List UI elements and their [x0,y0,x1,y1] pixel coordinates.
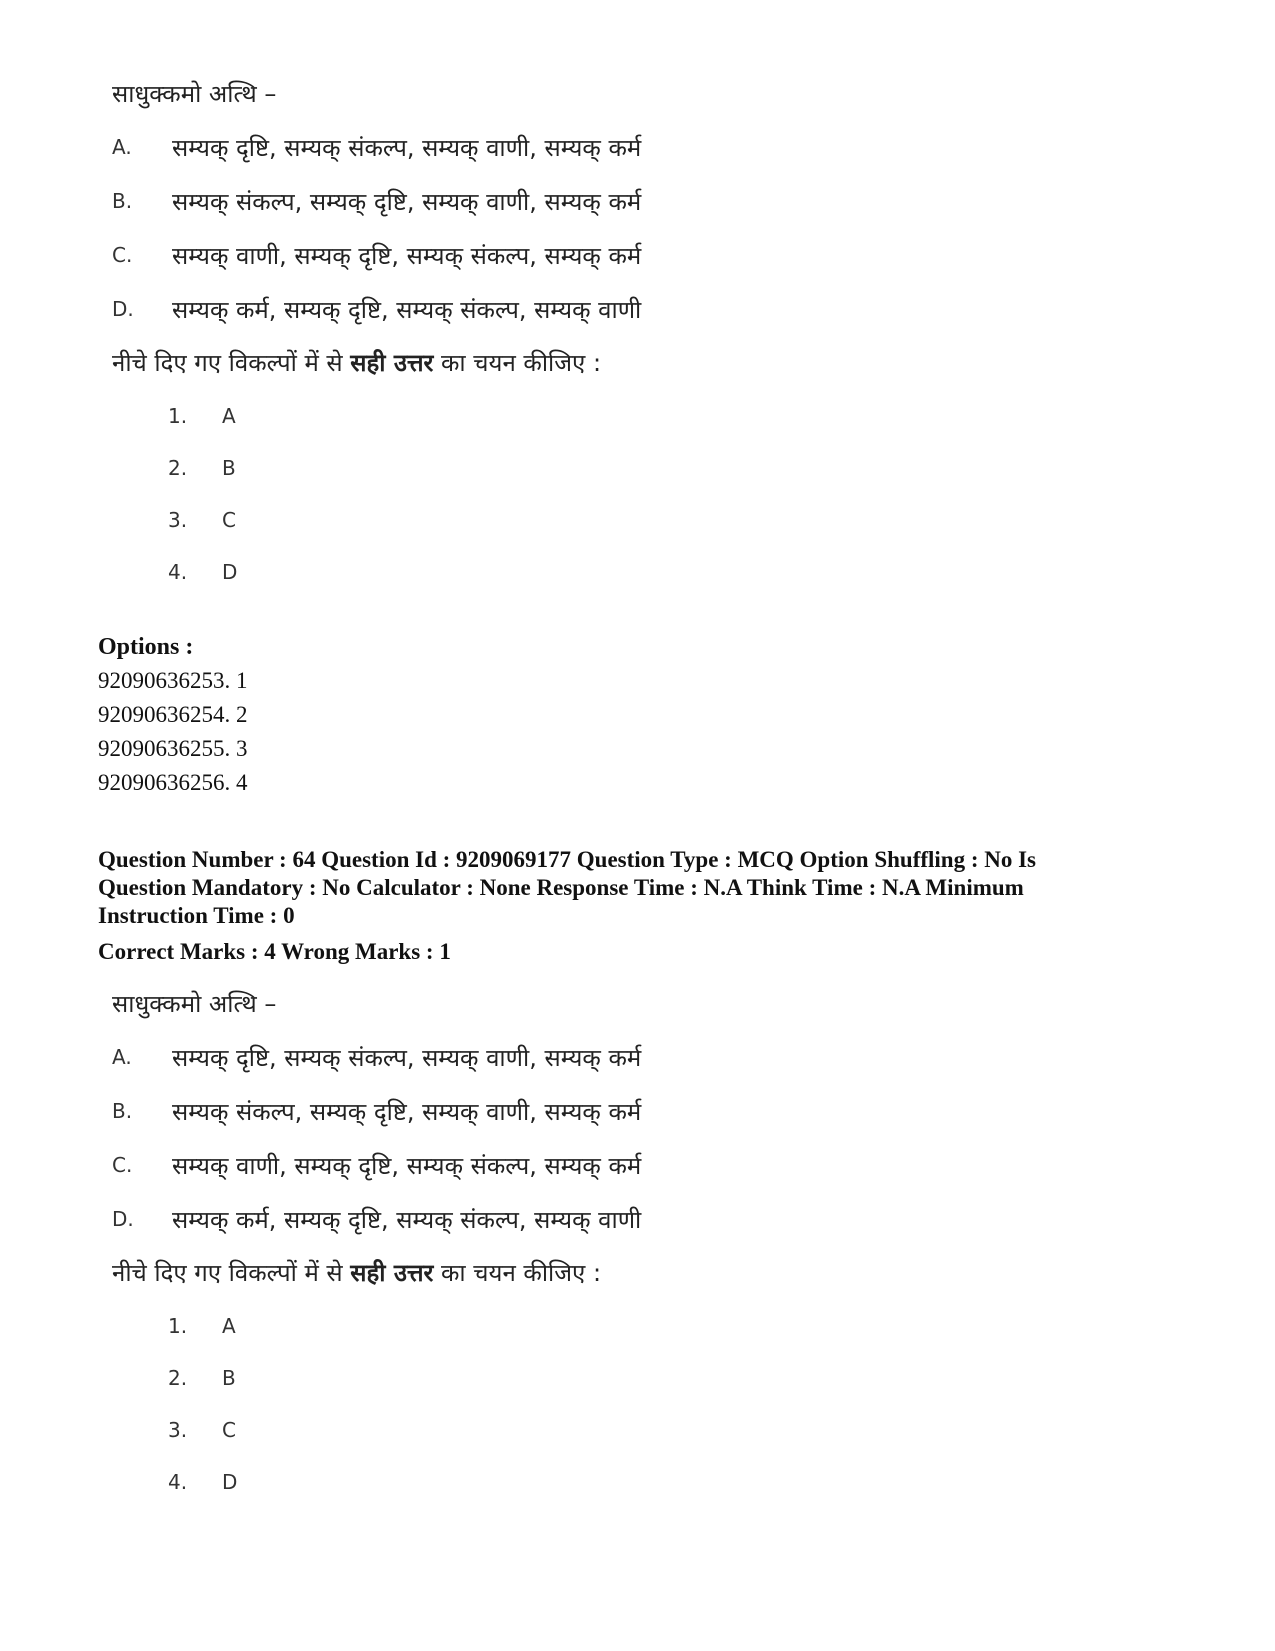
choice-label: D [222,560,238,584]
meta-line: Question Mandatory : No Calculator : None Response Time : N.A Think Time : N.A Minimum [98,875,1024,900]
option-id-line: 92090636255. 3 [98,736,248,761]
question-stem: साधुक्कमो अत्थि – [112,80,277,108]
choice-number: 4. [168,1470,188,1494]
choice-label: D [222,1470,238,1494]
prompt-emphasis: सही उत्तर [350,349,434,377]
choice-label: A [222,1314,236,1338]
question-image-2 [112,978,812,1508]
answer-choice [168,1456,812,1508]
choice-number: 2. [168,1366,188,1390]
option-text: सम्यक् कर्म, सम्यक् दृष्टि, सम्यक् संकल्प, सम्यक् वाणी [172,1205,642,1234]
prompt-text: नीचे दिए गए विकल्पों में से [112,349,351,377]
option-text: सम्यक् वाणी, सम्यक् दृष्टि, सम्यक् संकल्प, सम्यक् कर्म [172,1151,642,1180]
answer-choices [112,390,812,598]
option-letter: D. [112,297,134,321]
statement-option-a [112,1030,812,1084]
choice-number: 3. [168,1418,188,1442]
answer-choice [168,1300,812,1352]
option-text: सम्यक् संकल्प, सम्यक् दृष्टि, सम्यक् वाणी, सम्यक् कर्म [172,1097,642,1126]
prompt-emphasis: सही उत्तर [350,1259,434,1287]
options-block [98,630,1188,800]
option-text: सम्यक् दृष्टि, सम्यक् संकल्प, सम्यक् वाणी, सम्यक् कर्म [172,133,642,162]
option-text: सम्यक् वाणी, सम्यक् दृष्टि, सम्यक् संकल्प, सम्यक् कर्म [172,241,642,270]
option-letter: D. [112,1207,134,1231]
option-letter: C. [112,1153,133,1177]
statement-option-c [112,228,812,282]
meta-line: Instruction Time : 0 [98,903,295,928]
answer-choice [168,442,812,494]
statement-option-a [112,120,812,174]
option-letter: B. [112,1099,133,1123]
answer-choice [168,546,812,598]
statement-option-d [112,1192,812,1246]
answer-choices [112,1300,812,1508]
prompt-text: का चयन कीजिए : [433,1259,602,1287]
prompt-text: नीचे दिए गए विकल्पों में से [112,1259,351,1287]
option-id-line: 92090636256. 4 [98,770,248,795]
statement-option-c [112,1138,812,1192]
option-letter: B. [112,189,133,213]
answer-choice [168,494,812,546]
answer-choice [168,1352,812,1404]
option-id-line: 92090636254. 2 [98,702,248,727]
question-metadata [98,846,1188,966]
option-text: सम्यक् दृष्टि, सम्यक् संकल्प, सम्यक् वाणी, सम्यक् कर्म [172,1043,642,1072]
option-letter: C. [112,243,133,267]
option-letter: A. [112,135,132,159]
choice-number: 2. [168,456,188,480]
question-image-1 [112,68,812,598]
option-text: सम्यक् कर्म, सम्यक् दृष्टि, सम्यक् संकल्प, सम्यक् वाणी [172,295,642,324]
marks-line: Correct Marks : 4 Wrong Marks : 1 [98,939,451,964]
meta-line: Question Number : 64 Question Id : 9209069177 Question Type : MCQ Option Shuffling : No Is [98,847,1037,872]
choice-number: 3. [168,508,188,532]
option-text: सम्यक् संकल्प, सम्यक् दृष्टि, सम्यक् वाणी, सम्यक् कर्म [172,187,642,216]
choice-label: A [222,404,236,428]
options-heading: Options : [98,634,194,660]
selection-prompt [112,1246,812,1300]
statement-option-d [112,282,812,336]
choice-number: 1. [168,404,188,428]
choice-label: B [222,1366,236,1390]
statement-option-b [112,1084,812,1138]
question-stem: साधुक्कमो अत्थि – [112,990,277,1018]
choice-label: C [222,1418,236,1442]
choice-number: 1. [168,1314,188,1338]
option-letter: A. [112,1045,132,1069]
answer-choice [168,1404,812,1456]
prompt-text: का चयन कीजिए : [433,349,602,377]
choice-label: C [222,508,236,532]
answer-choice [168,390,812,442]
statement-option-b [112,174,812,228]
choice-label: B [222,456,236,480]
option-id-line: 92090636253. 1 [98,668,248,693]
selection-prompt [112,336,812,390]
choice-number: 4. [168,560,188,584]
